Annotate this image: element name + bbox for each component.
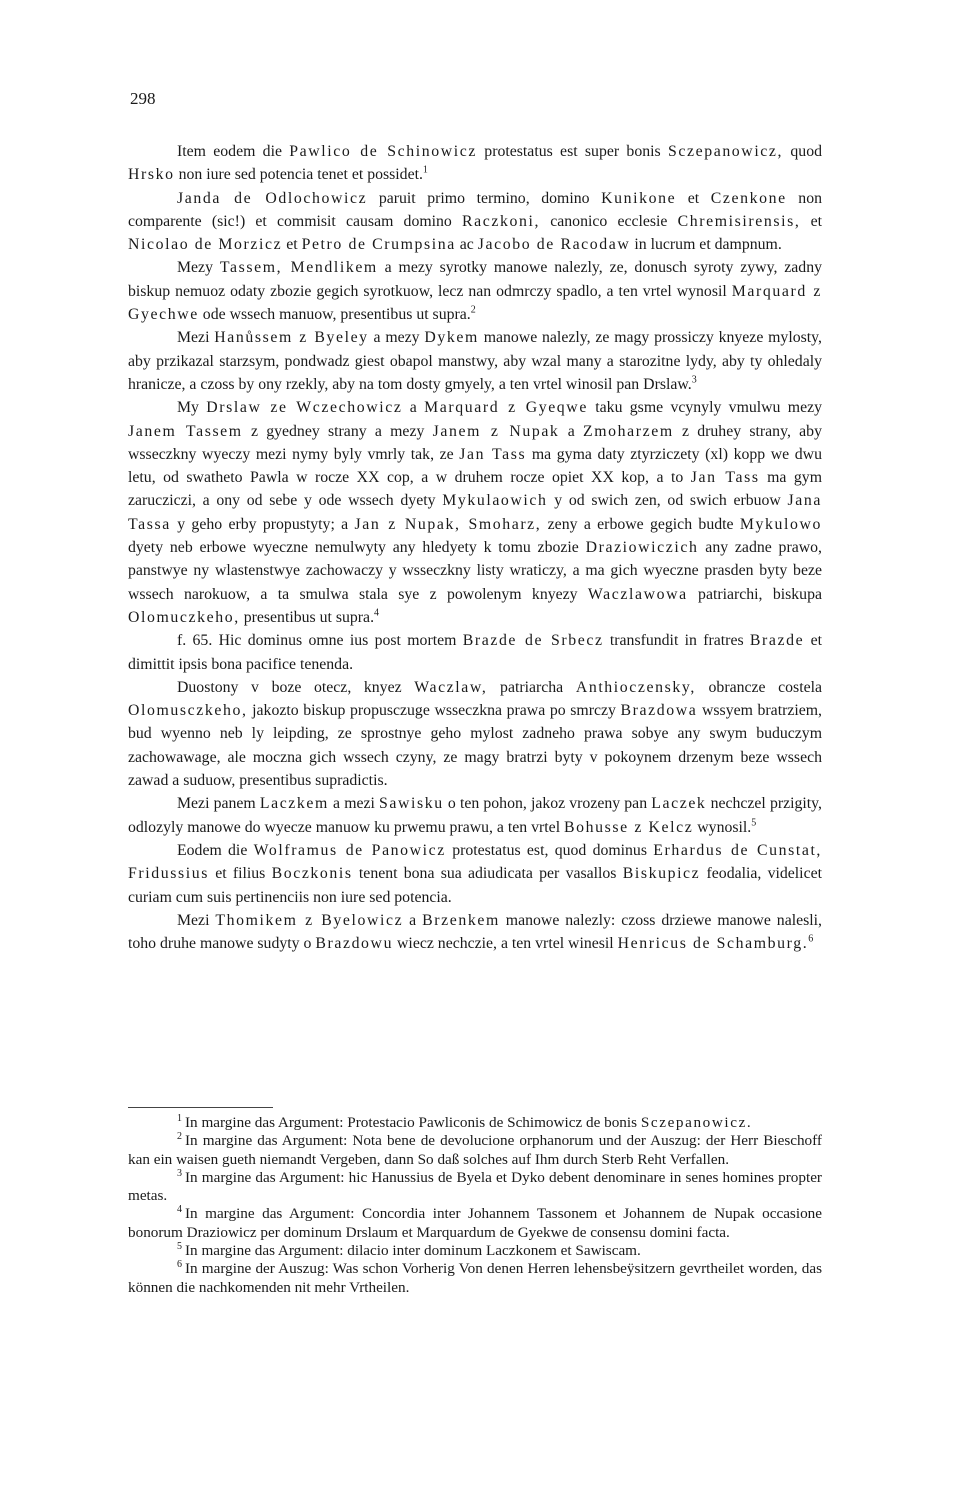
spaced-name: Marquard z Gyeqwe (424, 399, 588, 417)
spaced-name: Henricus de Schamburg. (617, 935, 809, 953)
text-run: zeny a erbowe gegich budte (541, 515, 740, 533)
text-run: et dimittit ipsis bona pacifice tenenda. (128, 632, 822, 673)
main-text (128, 140, 822, 955)
text-run: ac (455, 236, 478, 254)
spaced-name: Boczkonis (271, 865, 353, 883)
text-run: a mezy (368, 329, 425, 347)
paragraph (128, 792, 822, 839)
paragraph (128, 839, 822, 909)
text-run: et (676, 189, 711, 207)
spaced-name: Jacobo de Racodaw (477, 236, 631, 254)
text-run: any zadne prawo, panstwye ny wlastenstwye zachowaczy y wsseczkny listy wraticzy, a ma gich wyeczne prasden byty beze wssech narokuow, a ta smulwa stala sye z powolenym knyezy (128, 539, 822, 603)
text-run: canonico ecclesie (540, 212, 678, 230)
text-run: Mezi (177, 329, 215, 347)
spaced-name: Janem Tassem (128, 422, 243, 440)
text-run: Mezy (177, 259, 220, 277)
paragraph (128, 326, 822, 396)
spaced-name: Raczkoni, (462, 212, 541, 230)
spaced-name: Chremisirensis, (677, 212, 801, 230)
spaced-name: Drslaw ze Wczechowicz (206, 399, 403, 417)
spaced-name: Sawisku (379, 795, 444, 813)
spaced-name: Sczepanowicz. (640, 1114, 753, 1131)
text-run: non comparente (sic!) et commisit causam domino (128, 189, 822, 230)
footnote-number: 4 (177, 1204, 182, 1216)
spaced-name: Czenkone (710, 189, 787, 207)
footnote (128, 1169, 822, 1206)
text-run: feodalia, videlicet curiam cum suis pertinenciis non iure sed potencia. (128, 865, 822, 906)
spaced-name: Brazde (749, 632, 805, 650)
text-run: et (800, 212, 822, 230)
spaced-name: Waczlaw, (414, 678, 488, 696)
spaced-name: Marquard z Gyechwe (128, 282, 822, 324)
paragraph (128, 256, 822, 326)
text-run: protestatus est, quod dominus (445, 841, 654, 859)
spaced-name: Hanůssem z Byeley (214, 329, 369, 347)
text-run: taku gsme vcynyly vmulwu mezy (587, 399, 822, 417)
spaced-name: Jan Tass (690, 469, 760, 487)
spaced-name: Biskupicz (622, 865, 701, 883)
text-run: z druhey strany, aby wsseczkny wyeczy mezi nymy byly vmrly tak, ze (128, 422, 822, 463)
footnote-separator (128, 1107, 273, 1108)
footnote (128, 1114, 822, 1132)
text-run: My (177, 399, 207, 417)
text-run: a (559, 422, 583, 440)
spaced-name: Olomusczkeho, (128, 702, 248, 720)
text-run: ma gym zarucziczi, a ony od sebe y ode wssech dyety (128, 469, 822, 510)
spaced-name: Brazdowu (315, 935, 394, 953)
text-run: o ten pohon, jakoz vrozeny pan (443, 795, 652, 813)
spaced-name: Zmoharzem (582, 422, 674, 440)
footnote-number: 6 (177, 1259, 182, 1271)
text-run: Item eodem die (177, 143, 290, 160)
text-run: Mezi (177, 911, 216, 929)
text-run: a (402, 399, 425, 417)
text-run: a mezy syrotky manowe nalezly, ze, donusch syroty zywy, zadny biskup nemuoz odaty zbozie gegich syrotkuow, lecz nan odmrczy spadlo, a ten vrtel wynosil (128, 259, 822, 300)
spaced-name: Nicolao de Morzicz (128, 236, 283, 254)
text-run: In margine das Argument: hic Hanussius de Byela et Dyko debent denominare in senes homines propter metas. (128, 1168, 822, 1205)
text-run: In margine der Auszug: Was schon Vorherig Von denen Herren lehensbeÿsitzern gevrtheilet worden, das können die nachkomenden nit mehr Vrtheilen. (128, 1260, 822, 1296)
footnote-reference: 5 (751, 817, 757, 829)
spaced-name: Waczlawowa (587, 585, 688, 603)
paragraph (128, 187, 822, 257)
text-run: patriarcha (487, 678, 576, 696)
spaced-name: Bohusse z Kelcz (564, 818, 694, 836)
text-run: Drslaw. (643, 375, 692, 393)
text-run: In margine das Argument: Nota bene de devolucione orphanorum und der Auszug: der Herr Bieschoff kan ein waisen gueth niemandt Vergeben, dann So daß solches auf Ihm durch Sterb Reht Verfallen. (128, 1132, 822, 1168)
text-run: ode wssech manuow, presentibus ut supra. (198, 306, 471, 324)
text-run: tenent bona sua adiudicata per vasallos (352, 865, 623, 883)
footnote-number: 3 (177, 1167, 182, 1179)
text-run: In margine das Argument: dilacio inter dominum Laczkonem et Sawiscam. (185, 1242, 641, 1260)
footnote-reference: 6 (808, 933, 814, 945)
paragraph (128, 676, 822, 792)
paragraph (128, 396, 822, 629)
page-number: 298 (130, 89, 156, 108)
spaced-name: Janem z Nupak (432, 422, 560, 440)
spaced-name: Laczek (651, 795, 707, 813)
text-run: Eodem die (177, 841, 254, 859)
text-run: wssyem bratrziem, bud wyenno neb ly leipding, ze sprostnye geho mylost zadneho prawa sobye any swym buduczym zachowawage, ale moczna gich wssech czyny, ze magy bratrzi byty v pokoynem drzenym beze wssech zawad a suduow, presentibus supradictis. (128, 702, 822, 790)
spaced-name: Wolframus de Panowicz (253, 841, 446, 859)
text-run: jakozto biskup propusczuge wsseczkna prawa po smrczy (247, 702, 621, 720)
spaced-name: Jan Tass (459, 445, 527, 463)
footnote-reference: 2 (470, 304, 476, 316)
text-run: obrancze costela (695, 678, 822, 696)
text-run: ma gyma daty ztyrziczety (xl) kopp we dwu letu, od swatheto Pawla w rocze XX cop, a w druhem rocze opiet XX kop, a to (128, 445, 822, 487)
spaced-name: Janda de Odlochowicz (177, 189, 368, 207)
spaced-name: Olomuczkeho, (128, 608, 240, 626)
text-run: In margine das Argument: Concordia inter Johannem Tassonem et Johannem de Nupak occasione bonorum Draziowicz per dominum Drslaum et Marquardum de Gyekwe de consensu domini facta. (128, 1205, 822, 1241)
text-run: y geho erby propustyty; a (170, 515, 355, 533)
text-run: Mezi panem (177, 795, 260, 813)
footnote-number: 5 (177, 1241, 182, 1253)
spaced-name: Petro de Crumpsina (301, 236, 456, 254)
text-run: a (403, 911, 423, 929)
spaced-name: Thomikem z Byelowicz (215, 911, 404, 929)
text-run: In margine das Argument: Protestacio Pawliconis de Schimowicz de bonis (185, 1114, 641, 1131)
paragraph (128, 140, 822, 187)
footnote (128, 1242, 822, 1260)
text-run: y od swich zen, od swich erbuow (547, 492, 788, 510)
spaced-name: Laczkem (259, 795, 329, 813)
spaced-name: Mykulowo (739, 515, 822, 533)
text-run: et (282, 236, 302, 254)
text-run: Duostony v boze otecz, knyez (177, 678, 415, 696)
text-run: in lucrum et dampnum. (630, 236, 782, 254)
paragraph (128, 629, 822, 676)
text-run: wynosil. (693, 818, 752, 836)
spaced-name: Draziowiczich (585, 539, 699, 557)
spaced-name: Pawlico de Schinowicz (289, 143, 477, 160)
spaced-name: Erhardus de Cunstat, Fridussius (128, 841, 822, 883)
spaced-name: Dykem (424, 329, 479, 347)
text-run: non iure sed potencia tenet et possidet. (174, 166, 423, 184)
text-run: patriarchi, biskupa (687, 585, 822, 603)
footnote-reference: 1 (422, 165, 428, 177)
spaced-name: Kunikone (601, 189, 677, 207)
text-run: quod (783, 143, 822, 160)
footnote (128, 1260, 822, 1297)
spaced-name: Brazdowa (620, 702, 698, 720)
text-run: nechczel przigity, odlozyly manowe do wyecze manuow ku prwemu prawu, a ten vrtel (128, 795, 822, 836)
text-run: dyety neb erbowe wyeczne nemulwyty any hledyety k tomu zbozie (128, 539, 586, 557)
spaced-name: Jan z Nupak, Smoharz, (354, 515, 542, 533)
spaced-name: Anthioczensky, (575, 678, 696, 696)
spaced-name: Jana Tassa (128, 492, 822, 533)
text-run: presentibus ut supra. (239, 608, 375, 626)
spaced-name: Hrsko (128, 166, 175, 184)
footnote-number: 2 (177, 1131, 182, 1143)
text-run: z gyedney strany a mezy (242, 422, 433, 440)
spaced-name: Sczepanowicz, (667, 143, 784, 160)
text-run: paruit primo termino, domino (367, 189, 602, 207)
text-run: wiecz nechczie, a ten vrtel winesil (393, 935, 618, 953)
text-run: transfundit in fratres (603, 632, 750, 650)
footnote (128, 1205, 822, 1242)
text-run: manowe nalezly, ze magy prossiczy knyeze mylosty, aby przikazal starzsym, pondwadz giest obapol manstwy, aby wzal many a starozitne lydy, aby ty ohledaly hranicze, a czoss by ony rzekly, aby na tom dosty gmyely, a ten vrtel winosil pan (128, 329, 822, 393)
footnotes (128, 1114, 822, 1297)
footnote-number: 1 (177, 1112, 182, 1124)
footnote (128, 1132, 822, 1169)
spaced-name: Brzenkem (422, 911, 500, 929)
spaced-name: Brazde de Srbecz (462, 632, 604, 650)
footnote-reference: 4 (374, 607, 380, 619)
text-run: f. 65. Hic dominus omne ius post mortem (177, 632, 463, 650)
text-run: manowe nalezly: czoss drziewe manowe nalesli, toho druhe manowe sudyty o (128, 911, 822, 953)
spaced-name: Tassem, Mendlikem (219, 259, 378, 277)
text-run: protestatus est super bonis (477, 143, 668, 160)
text-run: et filius (208, 865, 272, 883)
spaced-name: Mykulaowich (442, 492, 548, 510)
text-run: a mezi (328, 795, 380, 813)
paragraph (128, 909, 822, 956)
footnote-reference: 3 (691, 374, 697, 386)
